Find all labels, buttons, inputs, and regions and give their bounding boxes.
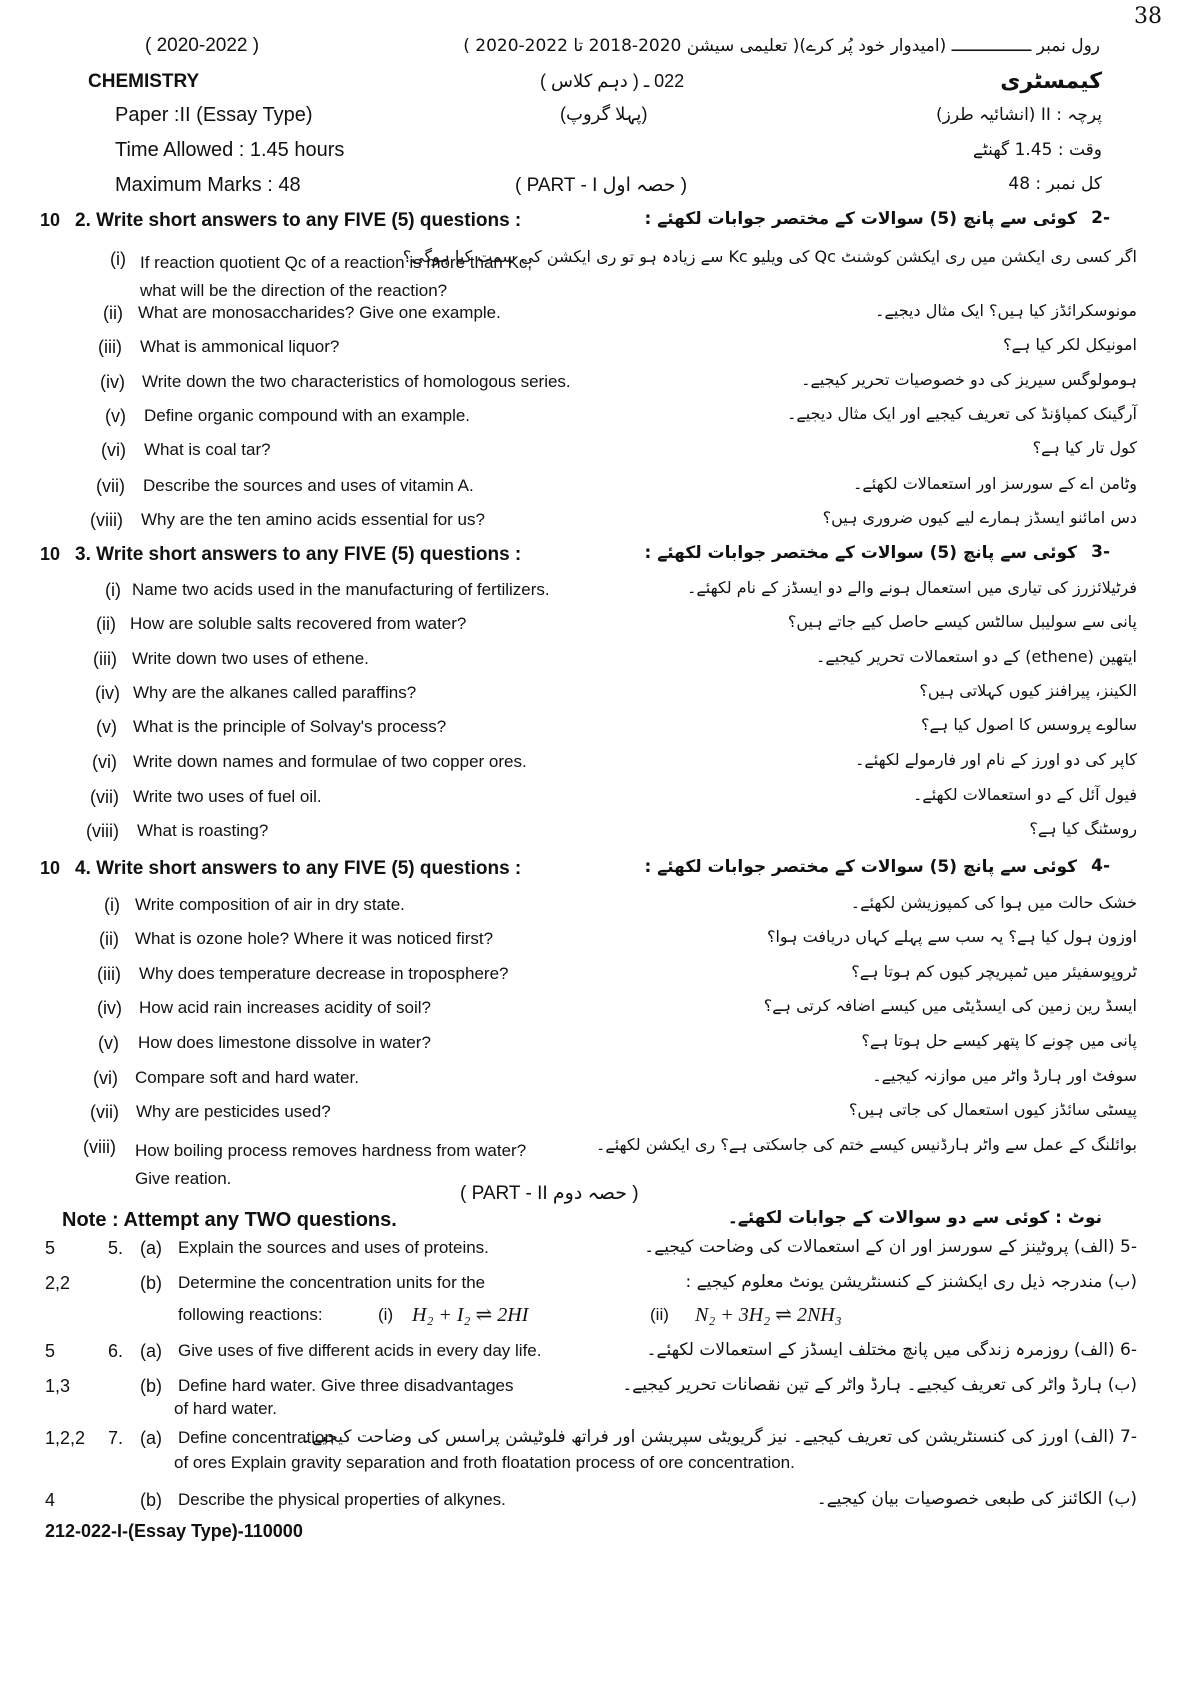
q5b-reaction1: H₂ + I₂ ⇌ 2HI [412, 1304, 529, 1326]
q6a-part: (a) [140, 1341, 162, 1361]
q3-item-text: Write down names and formulae of two copper ores. [133, 752, 527, 771]
q7b-part: (b) [140, 1490, 162, 1510]
marks-urdu: کل نمبر : 48 [1008, 174, 1102, 194]
q2-item-text: Write down the two characteristics of homologous series. [142, 372, 571, 391]
q6a-urdu: -6 (الف) روزمرہ زندگی میں پانچ مختلف ایسڈز کے استعمالات لکھئے۔ [646, 1340, 1137, 1360]
q7b-text: Describe the physical properties of alkynes. [178, 1490, 506, 1509]
session-years: ( 2020-2022 ) [145, 35, 260, 56]
q4-item-text: How acid rain increases acidity of soil? [139, 998, 431, 1017]
q3-number-urdu: -3 [1091, 542, 1110, 562]
q7a-marks: 1,2,2 [45, 1428, 86, 1448]
q5b-text-line2: following reactions: [178, 1305, 323, 1324]
q2-item-number: (iv) [100, 372, 125, 392]
q2-heading-urdu: کوئی سے پانچ (5) سوالات کے مختصر جوابات لکھئے : [644, 209, 1077, 229]
q4-item-urdu: ٹروپوسفیئر میں ٹمپریچر کیوں کم ہوتا ہے؟ [851, 962, 1137, 981]
q4-item-urdu: پانی میں چونے کا پتھر کیسے حل ہوتا ہے؟ [861, 1031, 1137, 1050]
q3-item-urdu: روسٹنگ کیا ہے؟ [1029, 819, 1137, 838]
q2-item-number: (i) [110, 249, 126, 269]
q2-item-urdu: امونیکل لکر کیا ہے؟ [1003, 335, 1137, 354]
q3-item-number: (iii) [93, 649, 117, 669]
q6b-text-line2: of hard water. [174, 1399, 278, 1418]
q3-item-number: (vi) [92, 752, 117, 772]
q4-item-number: (iv) [97, 998, 122, 1018]
q4-item-number: (vi) [93, 1068, 118, 1088]
part-one-title: ( PART - I حصہ اول ) [515, 175, 688, 196]
note-english: Note : Attempt any TWO questions. [62, 1209, 397, 1231]
q5b-reaction1-label: (i) [378, 1305, 394, 1324]
q3-item-urdu: فیول آئل کے دو استعمالات لکھئے۔ [912, 785, 1137, 804]
subject-english: CHEMISTRY [88, 71, 200, 92]
q4-item-urdu: سوفٹ اور ہارڈ واٹر میں موازنہ کیجیے۔ [872, 1066, 1137, 1085]
q2-item-number: (vii) [96, 476, 125, 496]
q3-item-number: (vii) [90, 787, 119, 807]
q4-item-urdu: پیسٹی سائڈز کیوں استعمال کی جاتی ہیں؟ [848, 1100, 1137, 1119]
q3-item-urdu: سالوے پروسس کا اصول کیا ہے؟ [920, 715, 1137, 734]
q3-item-text: What is the principle of Solvay's process? [133, 717, 447, 736]
q6a-marks: 5 [45, 1341, 56, 1361]
q6b-text-line1: Define hard water. Give three disadvantages [178, 1376, 514, 1395]
q4-item-urdu: اوزون ہول کیا ہے؟ یہ سب سے پہلے کہاں دریافت ہوا؟ [766, 927, 1137, 946]
q3-item-urdu: پانی سے سولیبل سالٹس کیسے حاصل کیے جاتے ہیں؟ [787, 612, 1137, 631]
q5b-part: (b) [140, 1273, 162, 1293]
q2-item-text: What are monosaccharides? Give one example. [138, 303, 501, 322]
q5b-marks: 2,2 [45, 1273, 71, 1293]
q7b-urdu: (ب) الکائنز کی طبعی خصوصیات بیان کیجیے۔ [816, 1489, 1137, 1509]
q2-number-urdu: -2 [1091, 208, 1110, 228]
q3-item-number: (iv) [95, 683, 120, 703]
q2-item-urdu: مونوسکرائڈز کیا ہیں؟ ایک مثال دیجیے۔ [875, 301, 1137, 320]
q2-item-urdu: اگر کسی ری ایکشن میں ری ایکشن کوشنٹ Qc کی ویلیو Kc سے زیادہ ہو تو ری ایکشن کی سمت کیا ہوگی؟ [402, 247, 1137, 266]
q3-item-urdu: فرٹیلائزرز کی تیاری میں استعمال ہونے والے دو ایسڈز کے نام لکھئے۔ [687, 578, 1137, 597]
q3-item-urdu: کاپر کی دو اورز کے نام اور فارمولے لکھئے۔ [854, 750, 1137, 769]
q3-item-text: Write two uses of fuel oil. [133, 787, 322, 806]
q5a-text: Explain the sources and uses of proteins. [178, 1238, 489, 1257]
q6a-text: Give uses of five different acids in every day life. [178, 1341, 542, 1360]
q7b-marks: 4 [45, 1490, 56, 1510]
q4-item-text: Compare soft and hard water. [135, 1068, 359, 1087]
q4-heading-urdu: کوئی سے پانچ (5) سوالات کے مختصر جوابات لکھئے : [644, 857, 1077, 877]
q4-item-text: Why are pesticides used? [136, 1102, 331, 1121]
q4-item-number: (v) [98, 1033, 119, 1053]
q2-item-urdu: دس امائنو ایسڈز ہمارے لیے کیوں ضروری ہیں؟ [822, 508, 1137, 527]
q6-number: 6. [108, 1341, 124, 1361]
q2-item-text: What is coal tar? [144, 440, 271, 459]
q2-marks: 10 [40, 210, 61, 230]
q3-item-number: (i) [105, 580, 121, 600]
q4-marks: 10 [40, 858, 61, 878]
q3-heading-urdu: کوئی سے پانچ (5) سوالات کے مختصر جوابات لکھئے : [644, 543, 1077, 563]
q4-heading: 4. Write short answers to any FIVE (5) questions : [75, 858, 522, 879]
time-english: Time Allowed : 1.45 hours [115, 139, 345, 161]
q3-item-text: Name two acids used in the manufacturing of fertilizers. [132, 580, 550, 599]
q3-item-urdu: ایتھین (ethene) کے دو استعمالات تحریر کیجیے۔ [816, 647, 1137, 666]
q3-item-text: Why are the alkanes called paraffins? [133, 683, 417, 702]
part-two-title: ( PART - II حصہ دوم ) [460, 1183, 639, 1204]
q4-item-number: (viii) [83, 1137, 116, 1157]
roll-number-line: رول نمبر ــــــــــــــــ (امیدوار خود پُر کرے)( تعلیمی سیشن 2020-2018 تا 2022-2020 ) [463, 36, 1100, 56]
q4-item-urdu: بوائلنگ کے عمل سے واٹر ہارڈنیس کیسے ختم کی جاسکتی ہے؟ ری ایکشن لکھئے۔ [595, 1135, 1137, 1154]
q4-item-urdu: ایسڈ رین زمین کی ایسڈیٹی میں کیسے اضافہ کرتی ہے؟ [763, 996, 1137, 1015]
q4-item-urdu: خشک حالت میں ہوا کی کمپوزیشن لکھئے۔ [850, 893, 1137, 912]
q5a-marks: 5 [45, 1238, 56, 1258]
q2-item-text: Define organic compound with an example. [144, 406, 471, 425]
q5b-text-line1: Determine the concentration units for the [178, 1273, 486, 1292]
paper-english: Paper :II (Essay Type) [115, 104, 313, 126]
q2-item-urdu: کول تار کیا ہے؟ [1032, 438, 1137, 457]
q6b-marks: 1,3 [45, 1376, 71, 1396]
q7a-part: (a) [140, 1428, 162, 1448]
q3-heading: 3. Write short answers to any FIVE (5) questions : [75, 544, 522, 565]
q2-item-urdu: وٹامن اے کے سورسز اور استعمالات لکھئے۔ [852, 474, 1137, 493]
q5b-reaction2: N₂ + 3H₂ ⇌ 2NH₃ [695, 1304, 842, 1326]
q7a-urdu: -7 (الف) اورز کی کنسنٹریشن کی تعریف کیجیے۔ نیز گریویٹی سپریشن اور فراتھ فلوٹیشن پراسس کی وضاحت کیجیے۔ [302, 1427, 1137, 1447]
q4-item-number: (vii) [90, 1102, 119, 1122]
q3-item-number: (v) [96, 717, 117, 737]
q4-item-text: Write composition of air in dry state. [135, 895, 405, 914]
q2-heading: 2. Write short answers to any FIVE (5) questions : [75, 210, 522, 231]
q3-item-text: Write down two uses of ethene. [132, 649, 369, 668]
class-code: 022 ـ ( دہم کلاس ) [540, 71, 685, 91]
q4-number-urdu: -4 [1091, 856, 1110, 876]
q3-item-number: (viii) [86, 821, 119, 841]
q2-item-text: Describe the sources and uses of vitamin A. [143, 476, 474, 495]
marks-english: Maximum Marks : 48 [115, 174, 301, 196]
q7a-text-line1: Define concentration [178, 1428, 334, 1447]
q4-item-number: (ii) [99, 929, 119, 949]
q5b-reaction2-label: (ii) [650, 1305, 669, 1324]
footer-code: 212-022-I-(Essay Type)-110000 [45, 1521, 303, 1541]
q5a-part: (a) [140, 1238, 162, 1258]
page-number: 38 [1134, 4, 1162, 29]
q2-item-urdu: ہومولوگس سیریز کی دو خصوصیات تحریر کیجیے۔ [801, 370, 1137, 389]
q5-number: 5. [108, 1238, 124, 1258]
q2-item-text: Why are the ten amino acids essential for us? [141, 510, 485, 529]
note-urdu: نوٹ : کوئی سے دو سوالات کے جوابات لکھئے۔ [727, 1208, 1102, 1228]
q2-item-number: (iii) [98, 337, 122, 357]
q3-item-urdu: الکینز، پیرافنز کیوں کہلاتی ہیں؟ [919, 681, 1137, 700]
q2-item-text: What is ammonical liquor? [140, 337, 340, 356]
q2-item-number: (ii) [103, 303, 123, 323]
q3-marks: 10 [40, 544, 61, 564]
q4-item-number: (i) [104, 895, 120, 915]
q6b-part: (b) [140, 1376, 162, 1396]
q4-item-text: What is ozone hole? Where it was noticed first? [135, 929, 494, 948]
q2-item-number: (v) [105, 406, 126, 426]
q3-item-text: How are soluble salts recovered from water? [130, 614, 467, 633]
time-urdu: وقت : 1.45 گھنٹے [973, 140, 1102, 160]
q7a-text-line2: of ores Explain gravity separation and froth floatation process of ore concentration. [174, 1453, 795, 1472]
q7-number: 7. [108, 1428, 124, 1448]
q4-item-text: How boiling process removes hardness from water? Give reation. [135, 1141, 527, 1188]
q3-item-number: (ii) [96, 614, 116, 634]
q5a-urdu: -5 (الف) پروٹینز کے سورسز اور ان کے استعمالات کی وضاحت کیجیے۔ [644, 1237, 1137, 1257]
q3-item-text: What is roasting? [137, 821, 269, 840]
q4-item-text: How does limestone dissolve in water? [138, 1033, 431, 1052]
q2-item-number: (vi) [101, 440, 126, 460]
q6b-urdu: (ب) ہارڈ واٹر کی تعریف کیجیے۔ ہارڈ واٹر کے تین نقصانات تحریر کیجیے۔ [622, 1375, 1137, 1395]
q4-item-number: (iii) [97, 964, 121, 984]
q2-item-text: If reaction quotient Qc of a reaction is more than Kc, what will be the direction of the reaction? [140, 253, 533, 300]
paper-urdu: پرچہ : II (انشائیہ طرز) [936, 105, 1102, 125]
subject-urdu: کیمسٹری [1000, 69, 1102, 94]
q2-item-number: (viii) [90, 510, 123, 530]
q4-item-text: Why does temperature decrease in troposphere? [139, 964, 509, 983]
group-urdu: (پہلا گروپ) [560, 104, 648, 124]
q5b-urdu: (ب) مندرجہ ذیل ری ایکشنز کے کنسنٹریشن یونٹ معلوم کیجیے : [685, 1272, 1137, 1292]
q2-item-urdu: آرگینک کمپاؤنڈ کی تعریف کیجیے اور ایک مثال دیجیے۔ [786, 404, 1137, 423]
